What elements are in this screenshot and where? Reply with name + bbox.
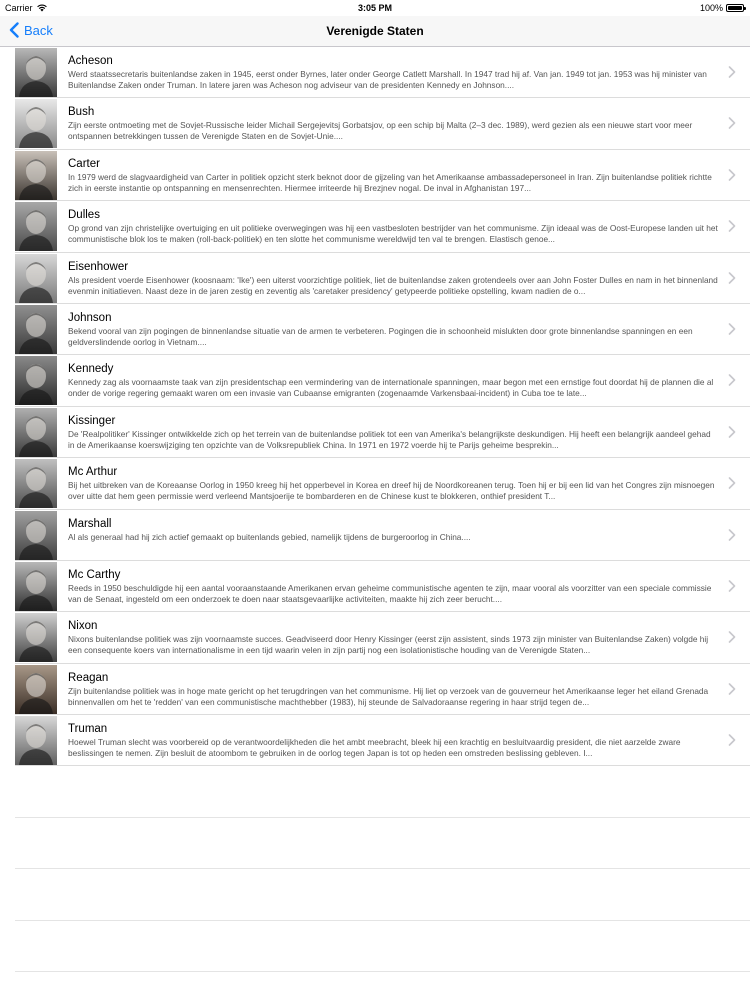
- person-name: Nixon: [68, 620, 98, 633]
- person-description: In 1979 werd de slagvaardigheid van Carter in politiek opzicht sterk beknot door de gijzeling van het Amerikaanse ambassadepersoneel in Iran. Zijn buitenlandse politiek richtte zich in eerste instantie op ontspanning en mensenrechten. Hiermee irriteerde hij Brezjnev nogal. De inval in Afghanistan 197...: [68, 171, 712, 193]
- carrier-label: Carrier: [5, 3, 33, 13]
- person-silhouette-icon: [15, 254, 57, 303]
- person-name: Johnson: [68, 311, 112, 324]
- person-description: Bij het uitbreken van de Koreaanse Oorlog in 1950 kreeg hij het opperbevel in Korea en dreef hij de Noordkoreanen terug. Toen hij er bij een lid van het Congres zijn misnoegen over uitte dat hem geen permissie werd verleend Mantsjoerije te bombarderen en de Chinese kust te blokkeren, onthief president T...: [68, 480, 715, 502]
- list-item[interactable]: [15, 664, 750, 715]
- chevron-right-icon: [728, 631, 736, 643]
- person-description: Al als generaal had hij zich actief gemaakt op buitenlands gebied, namelijk tijdens de burgeroorlog in China....: [68, 531, 471, 542]
- chevron-right-icon: [728, 529, 736, 541]
- list-item[interactable]: [15, 201, 750, 252]
- list-item[interactable]: [15, 561, 750, 612]
- status-right: [700, 3, 744, 13]
- person-description: Werd staatssecretaris buitenlandse zaken in 1945, eerst onder Byrnes, later onder George Catlett Marshall. In 1947 trad hij af. Van jan. 1949 tot jan. 1953 was hij minister van Buitenlandse Zaken onder Truman. In latere jaren was Acheson nog adviseur van de presidenten Kennedy en Johnson....: [68, 69, 707, 90]
- person-description: Zijn buitenlandse politiek was in hoge mate gericht op het terugdringen van het communisme. Hij liet op verzoek van de gouverneur het Amerikaanse leger het eiland Grenada binnenvallen om het te 'redden' van een communistische machthebber (1983), hij steunde de Salvadoraanse regering in haar strijd tegen de...: [68, 685, 709, 707]
- person-silhouette-icon: [15, 613, 57, 662]
- person-name: Mc Carthy: [68, 568, 121, 581]
- person-silhouette-icon: [15, 151, 57, 200]
- portrait-photo: [15, 716, 57, 765]
- portrait-photo: [15, 613, 57, 662]
- chevron-right-icon: [728, 66, 736, 78]
- chevron-right-icon: [728, 580, 736, 592]
- person-description: Bekend vooral van zijn pogingen de binnenlandse situatie van de armen te verbeteren. Pogingen die in schoonheid mislukten door grote binnenlandse spanningen en een geldverslindende oorlog in Vietnam....: [68, 325, 693, 347]
- chevron-right-icon: [728, 117, 736, 129]
- list-item[interactable]: [15, 715, 750, 766]
- portrait-photo: [15, 408, 57, 457]
- person-silhouette-icon: [15, 511, 57, 560]
- chevron-right-icon: [728, 734, 736, 746]
- portrait-photo: [15, 202, 57, 251]
- list-item[interactable]: [15, 355, 750, 406]
- battery-percent: 100%: [699, 3, 723, 13]
- person-description: Op grond van zijn christelijke overtuiging en uit politieke overwegingen was hij een vastbesloten bestrijder van het communisme. Zijn ideaal was de Oost-Europese landen uit het communistische blok los te maken (roll-back-politiek) en ten slotte het communisme wereldwijd ten val te brengen. Elastisch genoe...: [68, 223, 718, 245]
- empty-row: [15, 766, 750, 817]
- person-silhouette-icon: [15, 459, 57, 508]
- list-item[interactable]: [15, 253, 750, 304]
- portrait-photo: [15, 305, 57, 354]
- chevron-right-icon: [728, 169, 736, 181]
- person-silhouette-icon: [15, 716, 57, 765]
- list-item[interactable]: [15, 612, 750, 663]
- person-name: Bush: [68, 106, 95, 119]
- portrait-photo: [15, 459, 57, 508]
- person-silhouette-icon: [15, 99, 57, 148]
- portrait-photo: [15, 254, 57, 303]
- battery-icon: [726, 4, 744, 12]
- chevron-right-icon: [728, 220, 736, 232]
- chevron-right-icon: [728, 426, 736, 438]
- empty-row: [15, 921, 750, 972]
- person-description: Kennedy zag als voornaamste taak van zijn presidentschap een vermindering van de internationale spanningen, maar begon met een ernstige fout doordat hij de plannen die al onder de vorige regering gemaakt waren om een invasie van Cubaanse emigranten (zogenaamde Varkensbaai-incident) in Cuba toe te late...: [68, 377, 714, 399]
- person-name: Dulles: [68, 209, 100, 222]
- person-name: Marshall: [68, 517, 112, 530]
- back-button-label: Back: [24, 22, 53, 38]
- person-description: Reeds in 1950 beschuldigde hij een aantal vooraanstaande Amerikanen ervan geheime communistische agenten te zijn, maar vooral als voorzitter van een speciale commissie van de Senaat, ingesteld om een onderzoek te doen naar staatsgevaarlijke activiteiten, maakte hij zich zeer berucht....: [68, 582, 712, 604]
- status-time: 3:05 PM: [357, 3, 392, 13]
- person-name: Kissinger: [68, 414, 116, 427]
- person-name: Eisenhower: [68, 260, 129, 273]
- person-description: Nixons buitenlandse politiek was zijn voornaamste succes. Geadviseerd door Henry Kissinger (eerst zijn assistent, sinds 1973 zijn minister van Buitenlandse Zaken) volgde hij een consequente koers van internationalisme in een tijd waarin velen in zijn partij nog een isolationistische houding van de Verenigde Staten...: [68, 634, 709, 656]
- person-list: [0, 47, 750, 972]
- list-item[interactable]: [15, 304, 750, 355]
- person-silhouette-icon: [15, 202, 57, 251]
- list-item[interactable]: [15, 47, 750, 98]
- portrait-photo: [15, 48, 57, 97]
- portrait-photo: [15, 151, 57, 200]
- page-title: Verenigde Staten: [326, 24, 424, 38]
- list-item[interactable]: [15, 98, 750, 149]
- list-item[interactable]: [15, 150, 750, 201]
- portrait-photo: [15, 562, 57, 611]
- status-bar: [0, 0, 750, 16]
- person-name: Reagan: [68, 671, 109, 684]
- person-description: De 'Realpolitiker' Kissinger ontwikkelde zich op het terrein van de buitenlandse politiek tot een van Amerika's belangrijkste deskundigen. Hij heeft een belangrijk aandeel gehad in de Amerikaanse koerswijziging ten opzichte van de Volksrepubliek China. In 1971 en 1972 voerde hij te Parijs geheime besprekin...: [68, 428, 711, 450]
- person-name: Kennedy: [68, 363, 114, 376]
- person-silhouette-icon: [15, 562, 57, 611]
- chevron-right-icon: [728, 683, 736, 695]
- person-name: Mc Arthur: [68, 466, 118, 479]
- navigation-bar: [0, 16, 750, 47]
- person-silhouette-icon: [15, 408, 57, 457]
- empty-row: [15, 869, 750, 920]
- battery-nub: [744, 7, 746, 10]
- person-silhouette-icon: [15, 356, 57, 405]
- person-description: Zijn eerste ontmoeting met de Sovjet-Russische leider Michail Sergejevitsj Gorbatsjov, op een schip bij Malta (2–3 dec. 1989), werd gezien als een nieuwe start voor meer ontspannen betrekkingen tussen de Verenigde Staten en de Sovjet-Unie....: [68, 120, 693, 142]
- portrait-photo: [15, 665, 57, 714]
- person-silhouette-icon: [15, 305, 57, 354]
- empty-row: [15, 818, 750, 869]
- chevron-right-icon: [728, 323, 736, 335]
- list-item[interactable]: [15, 510, 750, 561]
- person-name: Carter: [68, 157, 100, 170]
- chevron-right-icon: [728, 272, 736, 284]
- chevron-right-icon: [728, 374, 736, 386]
- person-name: Truman: [68, 723, 108, 736]
- person-description: Hoewel Truman slecht was voorbereid op de verantwoordelijkheden die het ambt meebracht, bleek hij een krachtig en besluitvaardig president, die niet aarzelde zware beslissingen te nemen. Zijn besluit de atoombom te gebruiken in de oorlog tegen Japan is tot op heden een omstreden beslissing gebleven. I...: [68, 737, 681, 759]
- portrait-photo: [15, 356, 57, 405]
- person-silhouette-icon: [15, 48, 57, 97]
- person-silhouette-icon: [15, 665, 57, 714]
- person-description: Als president voerde Eisenhower (koosnaam: 'Ike') een uiterst voorzichtige politiek, liet de buitenlandse zaken grotendeels over aan John Foster Dulles en nam in het binnenland evenmin initiatieven. Naast deze in de jaren zestig en zeventig als 'caretaker presidency' getypeerde politieke opstelling, kwam nadien de o...: [68, 274, 718, 296]
- portrait-photo: [15, 99, 57, 148]
- battery-fill: [728, 6, 742, 10]
- list-item[interactable]: [15, 407, 750, 458]
- portrait-photo: [15, 511, 57, 560]
- list-item[interactable]: [15, 458, 750, 509]
- chevron-right-icon: [728, 477, 736, 489]
- person-name: Acheson: [68, 55, 113, 67]
